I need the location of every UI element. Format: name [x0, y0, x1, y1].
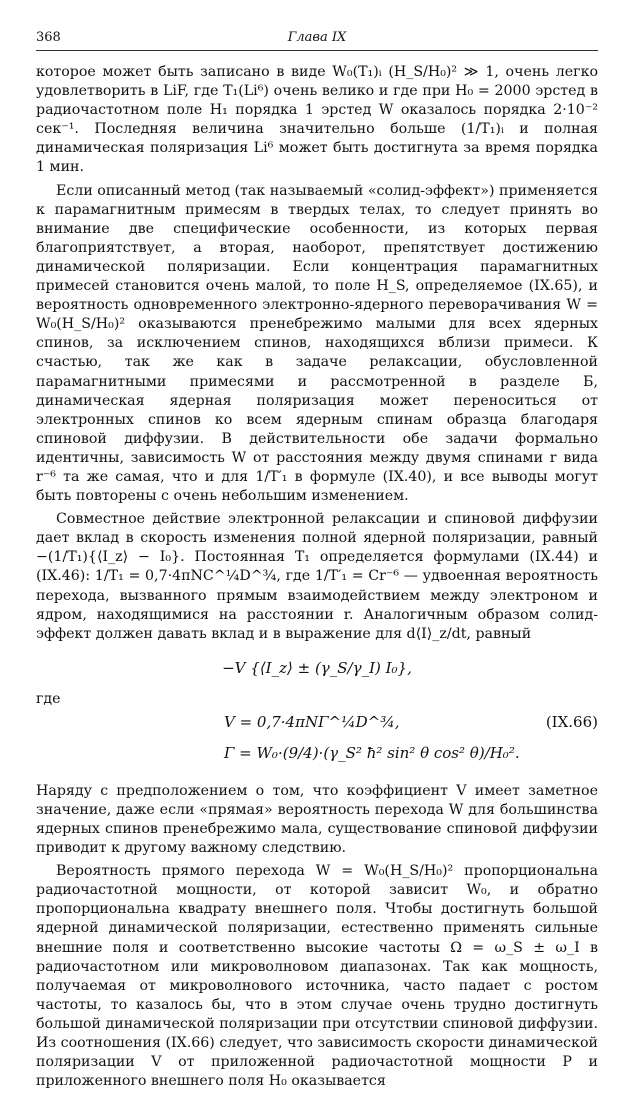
page-body	[36, 63, 598, 1091]
page-number: 368	[36, 30, 61, 45]
equation-66-line-1	[36, 710, 598, 734]
equation-66-gamma: Γ = W₀·(9/4)·(γ_S² ħ² sin² θ cos² θ)/H₀².	[224, 743, 520, 762]
paragraph-5: Вероятность прямого перехода W = W₀(H_S/H₀)² пропорциональна радиочастотной мощности, от которой зависит W₀, и обратно пропорциональна квадрату внешнего поля. Чтобы достигнуть большой ядерной динамической поляризации, естественно применять сильные внешние поля и соответственно высокие частоты Ω = ω_S ± ω_I в радиочастотном или микроволновом диапазонах. Так как мощность, получаемая от микроволнового источника, часто падает с ростом частоты, то казалось бы, что в этом случае очень трудно достигнуть большой динамической поляризации при отсутствии спиновой диффузии. Из соотношения (IX.66) следует, что зависимость скорости динамической поляризации V от приложенной радиочастотной мощности P и приложенного внешнего поля H₀ оказывается	[36, 863, 598, 1090]
equation-rate-contribution: −V {⟨I_z⟩ ± (γ_S/γ_I) I₀},	[222, 658, 412, 677]
page-header	[36, 30, 598, 51]
where-label: где	[36, 690, 61, 707]
paragraph-4: Наряду с предположением о том, что коэффициент V имеет заметное значение, даже если «прямая» вероятность перехода W для большинства ядерных спинов пренебрежимо мала, существование спиновой диффузии приводит к другому важному следствию.	[36, 782, 598, 857]
page	[36, 30, 598, 1095]
equation-66-v: V = 0,7·4πNΓ^¼D^¾,	[224, 712, 400, 731]
paragraph-2: Если описанный метод (так называемый «солид-эффект») применяется к парамагнитным примесям в твердых телах, то следует принять во внимание две специфические особенности, из которых первая благоприятствует, а вторая, наоборот, препятствует достижению динамической поляризации. Если концентрация парамагнитных примесей становится очень малой, то поле H_S, определяемое (IX.65), и вероятность одновременного электронно-ядерного переворачивания W = W₀(H_S/H₀)² оказываются пренебрежимо малыми для всех ядерных спинов, за исключением спинов, находящихся вблизи примеси. К счастью, так же как в задаче релаксации, обусловленной парамагнитными примесями и рассмотренной в разделе Б, динамическая ядерная поляризация может переноситься от электронных спинов ко всем ядерным спинам образца благодаря спиновой диффузии. В действительности обе задачи формально идентичны, зависимость W от расстояния между двумя спинами r вида r⁻⁶ та же самая, что и для 1/T′₁ в формуле (IX.40), и все выводы могут быть повторены с очень небольшим изменением.	[36, 182, 598, 505]
chapter-title: Глава IX	[287, 30, 347, 45]
equation-66-line-2	[36, 734, 598, 782]
equation-number: (IX.66)	[545, 712, 598, 731]
paragraph-3: Совместное действие электронной релаксации и спиновой диффузии дает вклад в скорость изменения полной ядерной поляризации, равный −(1/T₁){⟨I_z⟩ − I₀}. Постоянная T₁ определяется формулами (IX.44) и (IX.46): 1/T₁ = 0,7·4πNC^¼D^¾, где 1/T′₁ = Cr⁻⁶ — удвоенная вероятность перехода, вызванного прямым взаимодействием между электроном и ядром, находящимися на расстоянии r. Аналогичным образом солид-эффект должен давать вклад и в выражение для d⟨I⟩_z/dt, равный	[36, 511, 598, 642]
paragraph-1: которое может быть записано в виде W₀(T₁)ᵢ (H_S/H₀)² ≫ 1, очень легко удовлетворить в LiF, где T₁(Li⁶) очень велико и где при H₀ = 2000 эрстед в радиочастотном поле H₁ порядка 1 эрстед W оказалось порядка 2·10⁻² сек⁻¹. Последняя величина значительно больше (1/T₁)ᵢ и полная динамическая поляризация Li⁶ может быть достигнута за время порядка 1 мин.	[36, 64, 598, 176]
